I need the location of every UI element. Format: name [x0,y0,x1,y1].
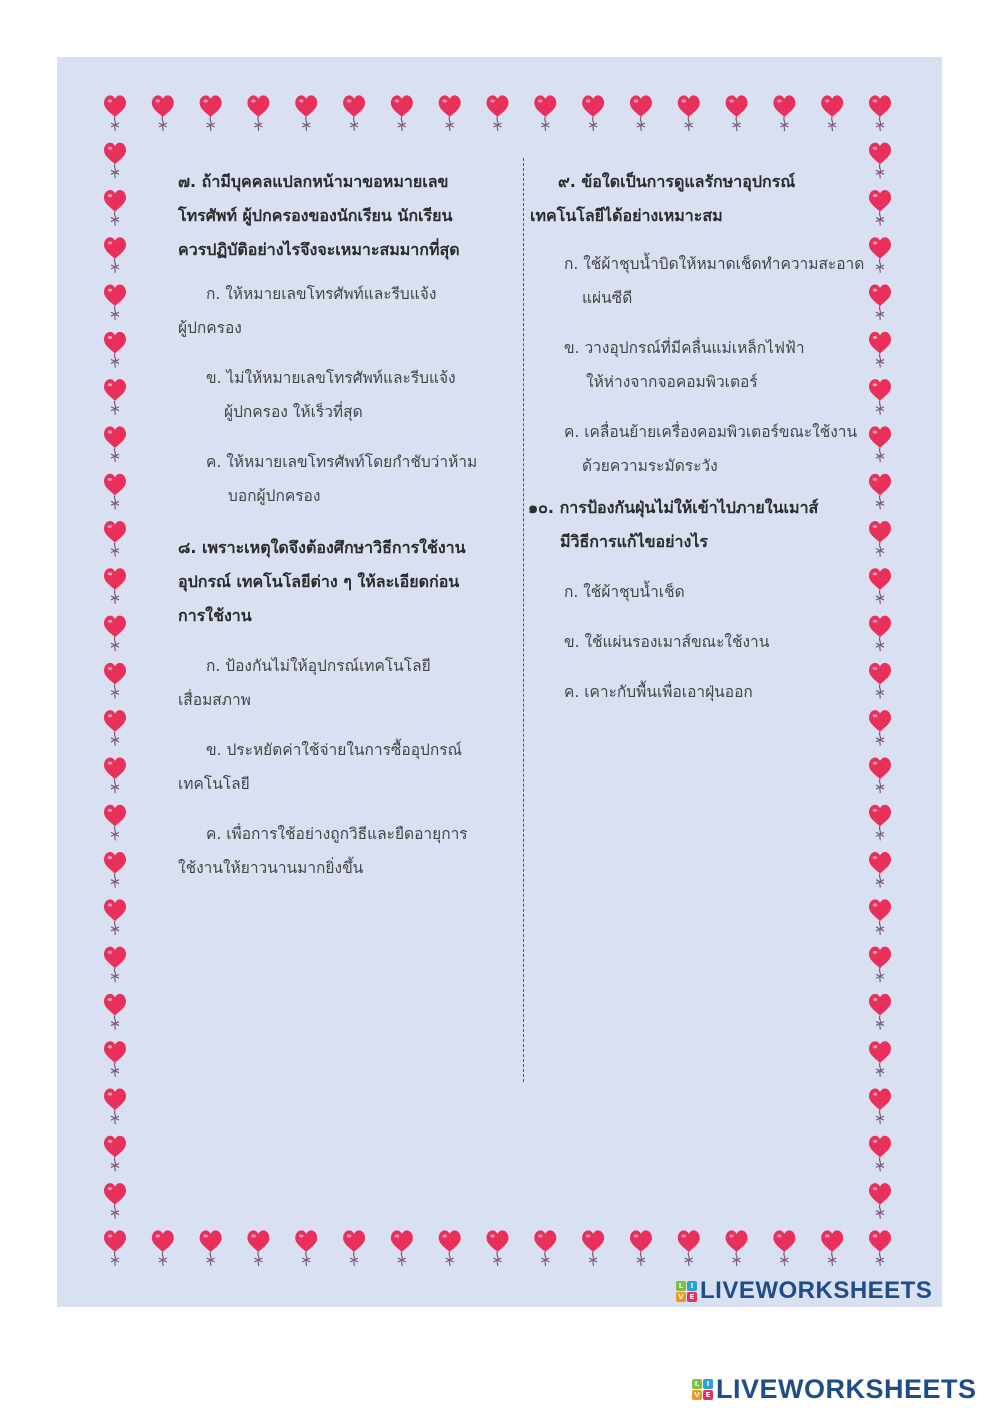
q8-option-a-line-1: ก. ป้องกันไม่ให้อุปกรณ์เทคโนโลยี [206,657,431,675]
logo-tile-2: I [687,1281,697,1291]
liveworksheets-logo-icon [676,1281,697,1302]
q8-option-c-line-1: ค. เพื่อการใช้อย่างถูกวิธีและยืดอายุการ [206,825,468,843]
logo-tile-3: V [676,1292,686,1302]
question-7-line-3: ควรปฏิบัติอย่างไรจึงจะเหมาะสมมากที่สุด [178,240,460,259]
question-10 [528,491,875,709]
q7-option-a-line-1: ก. ให้หมายเลขโทรศัพท์และรีบแจ้ง [206,285,437,303]
question-7-line-1: ๗. ถ้ามีบุคคลแปลกหน้ามาขอหมายเลข [178,172,449,191]
column-divider [523,158,524,1082]
question-10-line-1: ๑๐. การป้องกันฝุ่นไม่ให้เข้าไปภายในเมาส์ [528,498,819,517]
q9-option-b-line-2: ให้ห่างจากจอคอมพิวเตอร์ [586,373,758,391]
liveworksheets-logo-text: LIVEWORKSHEETS [716,1373,977,1404]
right-column [530,165,875,709]
q7-option-c-line-2: บอกผู้ปกครอง [228,487,321,505]
left-column [178,165,510,885]
q8-option-c-line-2: ใช้งานให้ยาวนานมากยิ่งขึ้น [178,859,364,877]
q7-option-a-line-2: ผู้ปกครอง [178,319,242,337]
liveworksheets-logo-inner [676,1277,932,1305]
question-9 [530,165,875,483]
logo-tile-2: I [703,1379,713,1389]
logo-tile-4: E [687,1292,697,1302]
q7-option-c-line-1: ค. ให้หมายเลขโทรศัพท์โดยกำชับว่าห้าม [206,453,478,471]
q9-option-a-line-2: แผ่นซีดี [582,289,633,307]
logo-tile-4: E [703,1390,713,1400]
question-7-text [178,165,510,267]
q10-option-c[interactable] [528,675,875,709]
liveworksheets-logo-icon [692,1379,713,1400]
q9-option-c[interactable] [530,415,875,483]
q10-option-a-line-1: ก. ใช้ผ้าชุบน้ำเช็ด [564,583,685,601]
q7-option-b-line-1: ข. ไม่ให้หมายเลขโทรศัพท์และรีบแจ้ง [206,369,456,387]
q10-option-b[interactable] [528,625,875,659]
logo-tile-3: V [692,1390,702,1400]
q7-option-b[interactable] [178,361,510,429]
q9-option-b-line-1: ข. วางอุปกรณ์ที่มีคลื่นแม่เหล็กไฟฟ้า [564,339,805,357]
question-8-text [178,531,510,633]
question-7 [178,165,510,513]
q9-option-a[interactable] [530,247,875,315]
question-8 [178,531,510,885]
liveworksheets-logo-text: LIVEWORKSHEETS [700,1277,933,1304]
q7-option-b-line-2: ผู้ปกครอง ให้เร็วที่สุด [224,403,363,421]
question-10-text [528,491,875,559]
q10-option-c-line-1: ค. เคาะกับพื้นเพื่อเอาฝุ่นออก [564,683,753,701]
q8-option-b-line-2: เทคโนโลยี [178,775,250,793]
question-8-line-1: ๘. เพราะเหตุใดจึงต้องศึกษาวิธีการใช้งาน [178,538,466,557]
question-9-line-1: ๙. ข้อใดเป็นการดูแลรักษาอุปกรณ์ [558,172,796,191]
q8-option-b-line-1: ข. ประหยัดค่าใช้จ่ายในการซื้ออุปกรณ์ [206,741,462,759]
question-7-line-2: โทรศัพท์ ผู้ปกครองของนักเรียน นักเรียน [178,206,453,225]
question-10-line-2: มีวิธีการแก้ไขอย่างไร [560,532,708,551]
logo-tile-1: L [692,1379,702,1389]
q10-option-b-line-1: ข. ใช้แผ่นรองเมาส์ขณะใช้งาน [564,633,770,651]
question-9-text [530,165,875,233]
q9-option-b[interactable] [530,331,875,399]
question-8-line-3: การใช้งาน [178,606,252,625]
question-8-line-2: อุปกรณ์ เทคโนโลยีต่าง ๆ ให้ละเอียดก่อน [178,572,460,591]
q8-option-a[interactable] [178,649,510,717]
q7-option-a[interactable] [178,277,510,345]
question-9-line-2: เทคโนโลยีได้อย่างเหมาะสม [530,206,723,225]
q10-option-a[interactable] [528,575,875,609]
q9-option-a-line-1: ก. ใช้ผ้าชุบน้ำบิดให้หมาดเช็ดทำความสะอาด [564,255,865,273]
q8-option-c[interactable] [178,817,510,885]
q8-option-a-line-2: เสื่อมสภาพ [178,691,251,709]
logo-tile-1: L [676,1281,686,1291]
q8-option-b[interactable] [178,733,510,801]
liveworksheets-logo-footer [692,1373,977,1405]
q9-option-c-line-2: ด้วยความระมัดระวัง [582,457,718,475]
q9-option-c-line-1: ค. เคลื่อนย้ายเครื่องคอมพิวเตอร์ขณะใช้งาน [564,423,858,441]
q7-option-c[interactable] [178,445,510,513]
